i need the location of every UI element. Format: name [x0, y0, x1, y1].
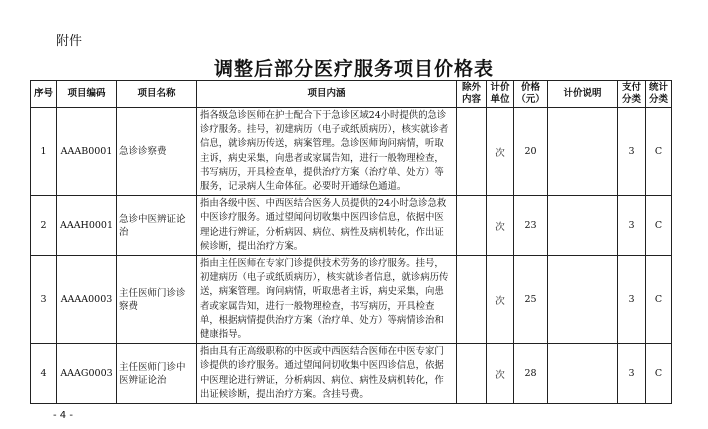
cell-seq: 4 — [31, 344, 57, 404]
cell-name: 主任医师门诊中医辨证论治 — [117, 344, 197, 404]
cell-code: AAAG0003 — [57, 344, 117, 404]
header-row — [31, 81, 672, 108]
cell-exclusions — [457, 256, 487, 344]
cell-name: 急诊诊察费 — [117, 108, 197, 196]
header-code: 项目编码 — [57, 81, 117, 108]
cell-stat-class: C — [646, 196, 672, 256]
header-name: 项目名称 — [117, 81, 197, 108]
cell-name: 主任医师门诊诊察费 — [117, 256, 197, 344]
cell-code: AAAH0001 — [57, 196, 117, 256]
table-row — [31, 108, 672, 196]
cell-price: 20 — [514, 108, 548, 196]
document-title: 调整后部分医疗服务项目价格表 — [213, 58, 494, 80]
header-content: 项目内涵 — [197, 81, 457, 108]
cell-payment-class: 3 — [618, 256, 646, 344]
cell-content: 指各级急诊医师在护士配合下于急诊区域24小时提供的急诊诊疗服务。挂号，初建病历（电子或纸质病历），核实就诊者信息，就诊病历传送，病案管理。急诊医师询问病情，听取主诉，病史采集，向患者或家属告知，进行一般物理检查，书写病历，开具检查单，提供治疗方案（治疗单、处方）等服务，记录病人生命体征。必要时开通绿色通道。 — [197, 108, 457, 196]
cell-code: AAAA0003 — [57, 256, 117, 344]
cell-unit: 次 — [487, 344, 514, 404]
cell-unit: 次 — [487, 108, 514, 196]
cell-price: 28 — [514, 344, 548, 404]
cell-seq: 3 — [31, 256, 57, 344]
page-number: - 4 - — [53, 410, 73, 421]
cell-pricing-note — [548, 344, 618, 404]
header-pricing-note: 计价说明 — [548, 81, 618, 108]
cell-price: 23 — [514, 196, 548, 256]
cell-seq: 2 — [31, 196, 57, 256]
cell-pricing-note — [548, 196, 618, 256]
header-payment-class: 支付分类 — [618, 81, 646, 108]
table-row — [31, 256, 672, 344]
table-row — [31, 196, 672, 256]
cell-stat-class: C — [646, 344, 672, 404]
cell-pricing-note — [548, 108, 618, 196]
cell-code: AAAB0001 — [57, 108, 117, 196]
cell-content: 指由各级中医、中西医结合医务人员提供的24小时急诊急救中医诊疗服务。通过望闻问切收集中医四诊信息，依据中医理论进行辨证，分析病因、病位、病性及病机转化，作出证候诊断，提出治疗方案。 — [197, 196, 457, 256]
header-exclusions: 除外内容 — [457, 81, 487, 108]
cell-price: 25 — [514, 256, 548, 344]
cell-content: 指由主任医师在专家门诊提供技术劳务的诊疗服务。挂号，初建病历（电子或纸质病历），核实就诊者信息，就诊病历传送，病案管理。询问病情，听取患者主诉，病史采集，向患者或家属告知，进行一般物理检查，书写病历，开具检查单，根据病情提供治疗方案（治疗单、处方）等病情诊治和健康指导。 — [197, 256, 457, 344]
cell-stat-class: C — [646, 108, 672, 196]
cell-exclusions — [457, 108, 487, 196]
price-table — [30, 80, 672, 404]
table-row — [31, 344, 672, 404]
cell-unit: 次 — [487, 196, 514, 256]
header-stat-class: 统计分类 — [646, 81, 672, 108]
cell-seq: 1 — [31, 108, 57, 196]
cell-exclusions — [457, 344, 487, 404]
header-price: 价格（元） — [514, 81, 548, 108]
cell-payment-class: 3 — [618, 108, 646, 196]
header-seq: 序号 — [31, 81, 57, 108]
cell-payment-class: 3 — [618, 196, 646, 256]
header-unit: 计价单位 — [487, 81, 514, 108]
attachment-label: 附件 — [56, 34, 83, 49]
cell-payment-class: 3 — [618, 344, 646, 404]
cell-unit: 次 — [487, 256, 514, 344]
cell-pricing-note — [548, 256, 618, 344]
cell-exclusions — [457, 196, 487, 256]
cell-content: 指由具有正高级职称的中医或中西医结合医师在中医专家门诊提供的诊疗服务。通过望闻问切收集中医四诊信息，依据中医理论进行辨证，分析病因、病位、病性及病机转化，作出证候诊断，提出治疗方案。含挂号费。 — [197, 344, 457, 404]
cell-stat-class: C — [646, 256, 672, 344]
cell-name: 急诊中医辨证论治 — [117, 196, 197, 256]
